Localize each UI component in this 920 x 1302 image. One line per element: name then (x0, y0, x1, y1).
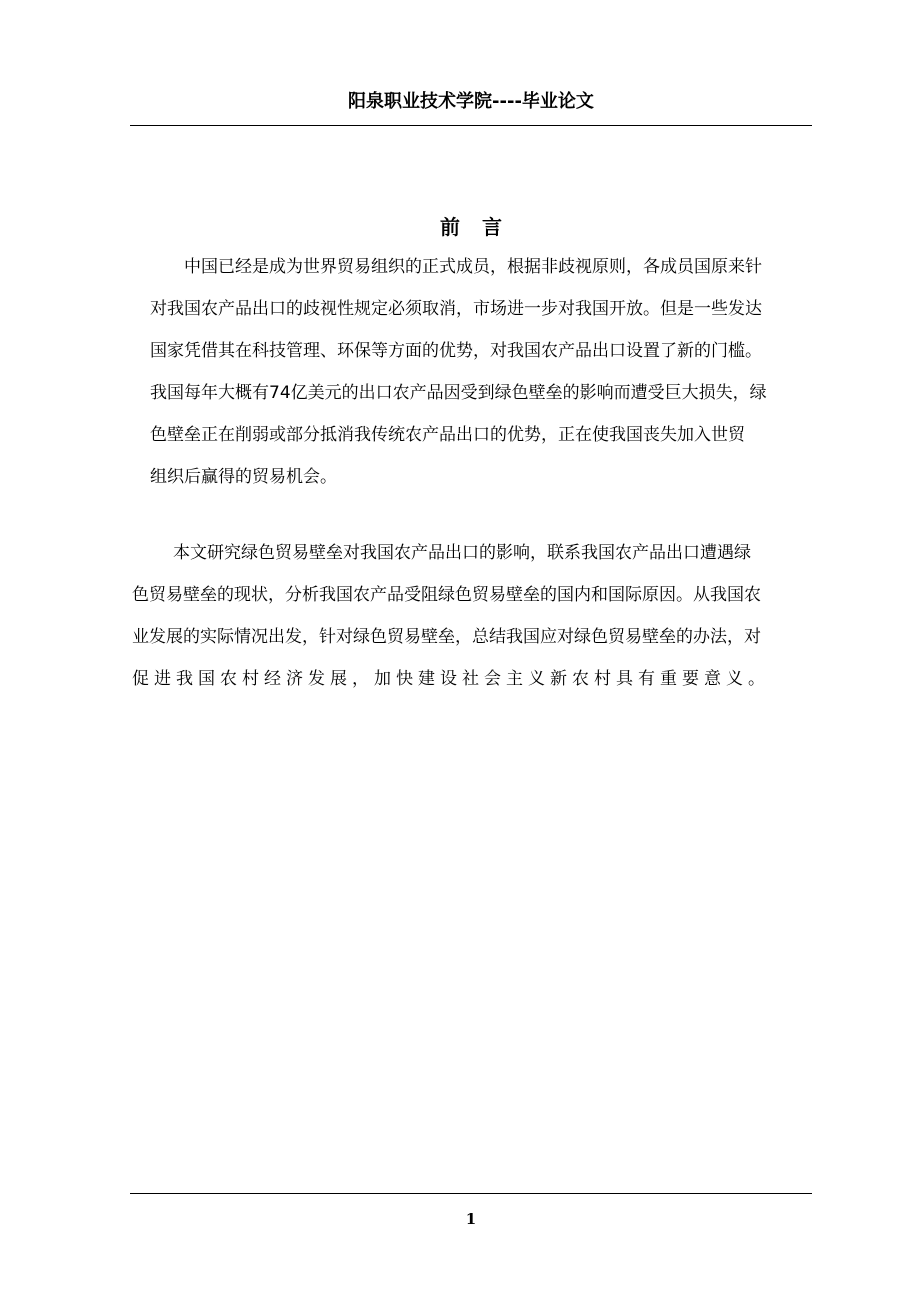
paragraph-line: 我国每年大概有74亿美元的出口农产品因受到绿色壁垒的影响而遭受巨大损失，绿 (150, 383, 767, 403)
paragraph-line: 组织后赢得的贸易机会。 (150, 467, 337, 487)
page-number: 1 (465, 1210, 477, 1228)
header-divider (130, 125, 812, 126)
footer-divider (130, 1193, 812, 1194)
paragraph-line: 对我国农产品出口的歧视性规定必须取消，市场进一步对我国开放。但是一些发达 (150, 299, 762, 319)
paragraph-line: 色壁垒正在削弱或部分抵消我传统农产品出口的优势，正在使我国丧失加入世贸 (150, 425, 745, 445)
paragraph-line: 中国已经是成为世界贸易组织的正式成员，根据非歧视原则，各成员国原来针 (184, 257, 762, 277)
paragraph-line: 本文研究绿色贸易壁垒对我国农产品出口的影响，联系我国农产品出口遭遇绿 (173, 543, 751, 563)
paragraph-line: 色贸易壁垒的现状，分析我国农产品受阻绿色贸易壁垒的国内和国际原因。从我国农 (132, 585, 761, 605)
document-header-title: 阳泉职业技术学院----毕业论文 (348, 91, 594, 112)
paragraph-line: 业发展的实际情况出发，针对绿色贸易壁垒，总结我国应对绿色贸易壁垒的办法，对 (132, 627, 761, 647)
section-heading: 前言 (440, 215, 524, 239)
paragraph-line: 国家凭借其在科技管理、环保等方面的优势，对我国农产品出口设置了新的门槛。 (150, 341, 762, 361)
paragraph-line: 促进我国农村经济发展，加快建设社会主义新农村具有重要意义。 (132, 669, 770, 689)
paragraph-2 (132, 538, 770, 706)
paragraph-1 (150, 252, 767, 504)
